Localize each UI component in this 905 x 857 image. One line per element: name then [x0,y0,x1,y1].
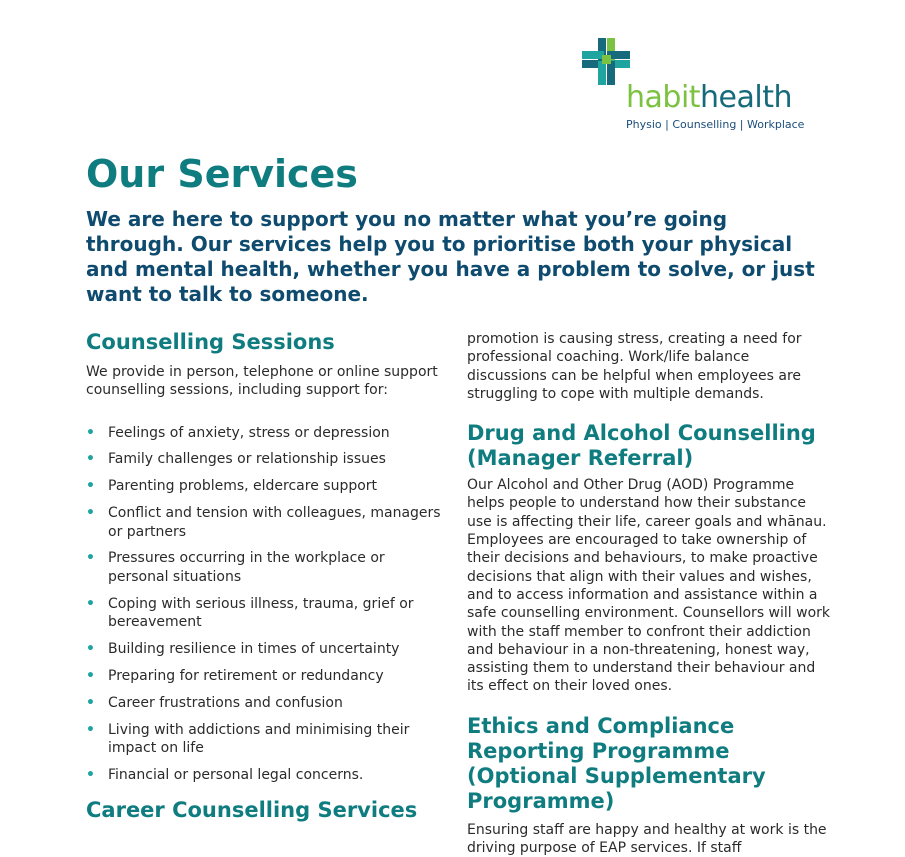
list-item-text: Family challenges or relationship issues [108,451,386,468]
list-item-text: Feelings of anxiety, stress or depression [108,424,390,441]
list-item-text: Living with addictions and minimising their impact on life [108,721,410,756]
bullet-dot-icon: • [86,595,95,612]
list-item [86,549,441,586]
counselling-sessions-body: We provide in person, telephone or online support counselling sessions, including support for: [86,364,438,399]
left-column [86,330,441,823]
list-item [86,766,441,784]
bullet-dot-icon: • [86,766,95,783]
list-item-text: Conflict and tension with colleagues, managers or partners [108,505,441,540]
ethics-compliance-body: Ensuring staff are happy and healthy at work is the driving purpose of EAP services. If staff [467,821,827,857]
list-item-text: Pressures occurring in the workplace or personal situations [108,550,385,585]
list-item-text: Preparing for retirement or redundancy [108,667,384,684]
list-item [86,477,441,495]
list-item [86,424,441,442]
right-column [467,330,832,857]
bullet-dot-icon: • [86,667,95,684]
page-title: Our Services [86,152,358,196]
drug-alcohol-heading: Drug and Alcohol Counselling (Manager Referral) [467,421,816,471]
bullet-dot-icon: • [86,550,95,567]
list-item-text: Financial or personal legal concerns. [108,766,364,783]
list-item [86,504,441,541]
bullet-dot-icon: • [86,451,95,468]
brand-name-health: health [700,80,793,115]
habithealth-cross-logo-icon [580,36,632,88]
bullet-dot-icon: • [86,640,95,657]
bullet-dot-icon: • [86,721,95,738]
list-item [86,595,441,632]
list-item [86,667,441,685]
page-intro: We are here to support you no matter what you’re going through. Our services help you to prioritise both your physical and mental health, whether you have a problem to solve, or just want to talk to someone. [86,207,815,306]
bullet-dot-icon: • [86,424,95,441]
list-item [86,721,441,758]
ethics-compliance-heading: Ethics and Compliance Reporting Programme (Optional Supplementary Programme) [467,713,766,813]
counselling-sessions-heading: Counselling Sessions [86,330,335,354]
brand-name-habit: habit [626,80,701,115]
list-item-text: Coping with serious illness, trauma, grief or bereavement [108,595,414,630]
list-item-text: Building resilience in times of uncertainty [108,640,400,657]
list-item-text: Parenting problems, eldercare support [108,478,378,495]
continuation-text: promotion is causing stress, creating a need for professional coaching. Work/life balance discussions can be helpful when employees are struggling to cope with multiple demands. [467,331,802,402]
brand-tagline: Physio | Counselling | Workplace [626,118,805,131]
brand-logo [578,36,828,136]
list-item [86,640,441,658]
brand-wordmark [626,78,792,118]
drug-alcohol-body: Our Alcohol and Other Drug (AOD) Programme helps people to understand how their substance use is affecting their life, career goals and whānau. Employees are encouraged to take ownership of their decisions and behaviours, to make proactive decisions that align with their values and wishes, and to access information and assistance within a safe counselling environment. Counsellors will work with the staff member to confront their addiction and behaviour in a non-threatening, honest way, assisting them to understand their behaviour and its effect on their loved ones. [467,477,831,695]
career-counselling-heading: Career Counselling Services [86,797,418,822]
list-item [86,694,441,712]
list-item [86,450,441,468]
bullet-dot-icon: • [86,694,95,711]
counselling-support-list [86,424,441,784]
bullet-dot-icon: • [86,478,95,495]
list-item-text: Career frustrations and confusion [108,694,343,711]
bullet-dot-icon: • [86,505,95,522]
